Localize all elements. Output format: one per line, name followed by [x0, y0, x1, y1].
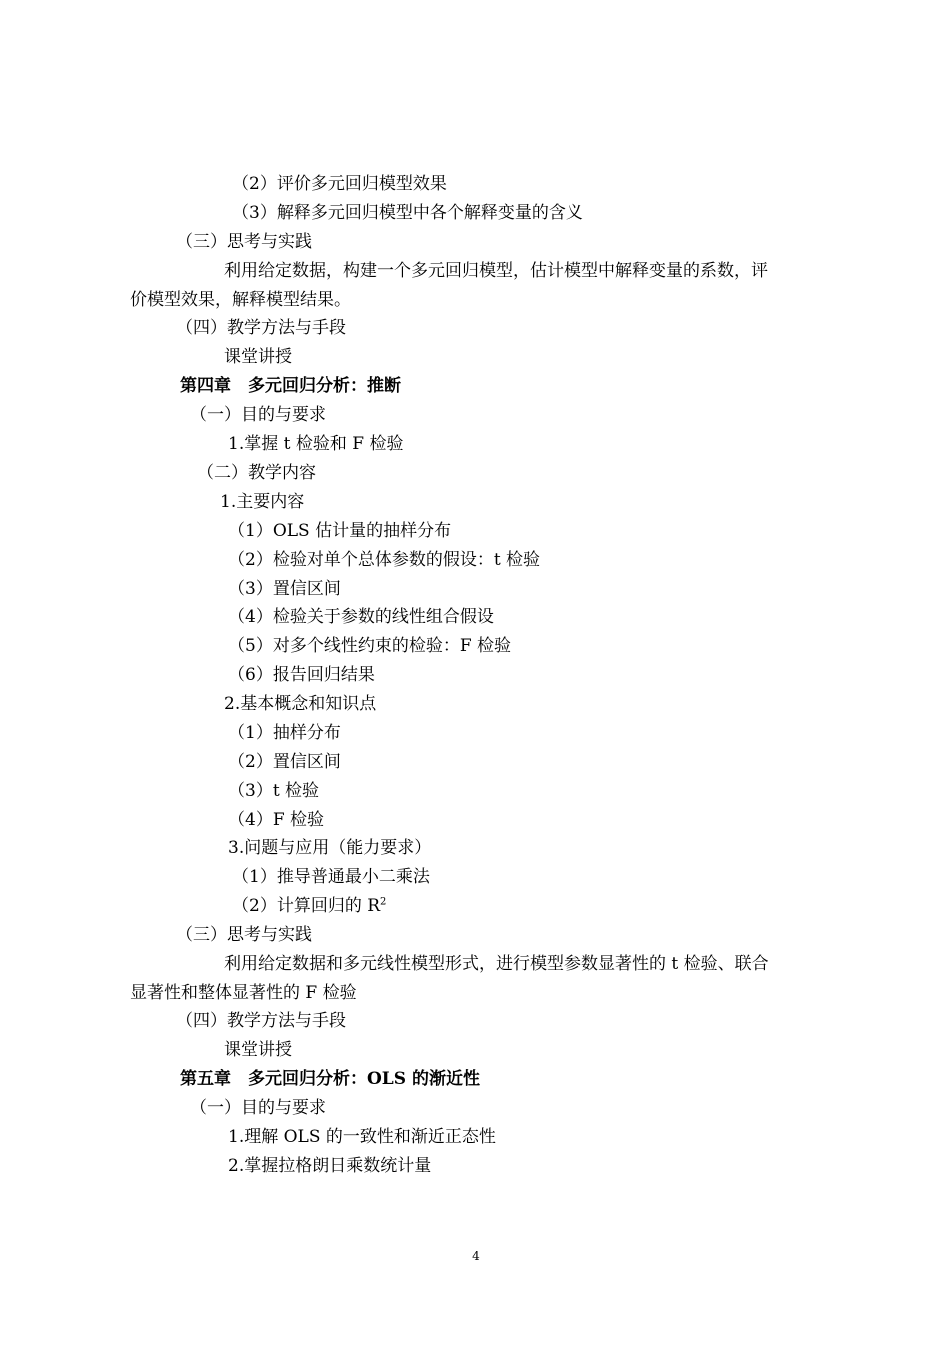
section-heading: （一）目的与要求	[190, 1098, 326, 1118]
section-heading: （四）教学方法与手段	[176, 318, 346, 338]
paragraph-line: 价模型效果，解释模型结果。	[130, 290, 351, 310]
list-item: （1）抽样分布	[228, 723, 341, 743]
section-heading: （二）教学内容	[197, 463, 316, 483]
list-item: （1）OLS 估计量的抽样分布	[228, 521, 452, 541]
paragraph-line: 显著性和整体显著性的 F 检验	[130, 983, 357, 1003]
section-heading: （三）思考与实践	[176, 232, 312, 252]
list-item: （2）检验对单个总体参数的假设：t 检验	[228, 550, 541, 570]
text-line: 1.掌握 t 检验和 F 检验	[228, 434, 404, 454]
list-item: （3）t 检验	[228, 781, 320, 801]
list-item: （2）置信区间	[228, 752, 341, 772]
section-heading: （三）思考与实践	[176, 925, 312, 945]
list-item-text: （2）计算回归的 R	[232, 896, 381, 916]
list-item: （4）F 检验	[228, 810, 325, 830]
chapter-title: 第五章 多元回归分析：OLS 的渐近性	[180, 1069, 480, 1089]
list-item	[232, 894, 386, 918]
text-line: （3）解释多元回归模型中各个解释变量的含义	[232, 203, 583, 223]
subsection-heading: 2.基本概念和知识点	[224, 694, 377, 714]
subsection-heading: 3.问题与应用（能力要求）	[228, 838, 432, 858]
subsection-heading: 1.主要内容	[220, 492, 305, 512]
list-item: （5）对多个线性约束的检验：F 检验	[228, 636, 512, 656]
text-line: 课堂讲授	[224, 347, 292, 367]
text-line: （2）评价多元回归模型效果	[232, 174, 447, 194]
text-line: 1.理解 OLS 的一致性和渐近正态性	[228, 1127, 496, 1147]
paragraph-line: 利用给定数据和多元线性模型形式，进行模型参数显著性的 t 检验、联合	[224, 954, 769, 974]
list-item: （3）置信区间	[228, 579, 341, 599]
section-heading: （一）目的与要求	[190, 405, 326, 425]
list-item: （1）推导普通最小二乘法	[232, 867, 430, 887]
section-heading: （四）教学方法与手段	[176, 1011, 346, 1031]
chapter-title: 第四章 多元回归分析：推断	[180, 376, 401, 396]
text-line: 课堂讲授	[224, 1040, 292, 1060]
list-item: （6）报告回归结果	[228, 665, 375, 685]
superscript: 2	[380, 896, 387, 908]
page-number: 4	[472, 1249, 480, 1263]
list-item: （4）检验关于参数的线性组合假设	[228, 607, 494, 627]
paragraph-line: 利用给定数据，构建一个多元回归模型，估计模型中解释变量的系数，评	[224, 261, 768, 281]
text-line: 2.掌握拉格朗日乘数统计量	[228, 1156, 432, 1176]
